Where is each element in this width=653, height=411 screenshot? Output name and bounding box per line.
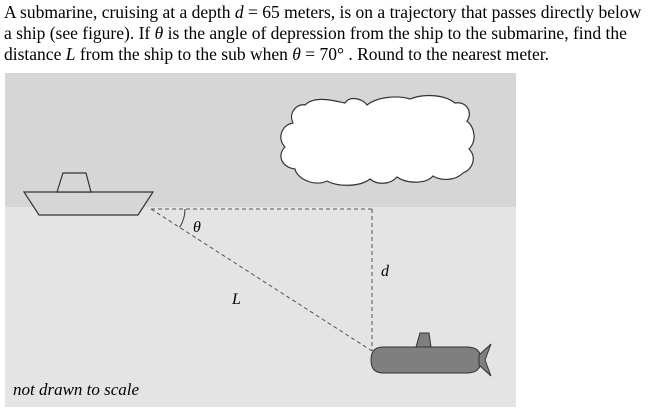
problem-text-3: is the angle of depression from the ship to the submarine, find the distance: [4, 23, 627, 64]
problem-text-2: = 65 meters, is on a trajectory that passes directly below a ship (see figure). If: [4, 2, 642, 43]
problem-text-5: = 70° . Round to the nearest meter.: [300, 44, 550, 64]
d-label: d: [381, 263, 389, 280]
problem-statement: [4, 2, 652, 65]
L-label: L: [232, 291, 241, 308]
problem-text-4: from the ship to the sub when: [75, 44, 293, 64]
water-region: [5, 207, 516, 407]
variable-theta-2: θ: [292, 44, 301, 64]
variable-L: L: [65, 44, 76, 64]
scale-caption: not drawn to scale: [13, 380, 140, 399]
submarine-figure: [5, 73, 516, 407]
cloud-shape: [281, 96, 474, 186]
variable-theta: θ: [154, 23, 164, 43]
variable-d: d: [234, 2, 244, 22]
theta-label: θ: [193, 219, 201, 236]
problem-text-1: A submarine, cruising at a depth: [4, 2, 235, 22]
